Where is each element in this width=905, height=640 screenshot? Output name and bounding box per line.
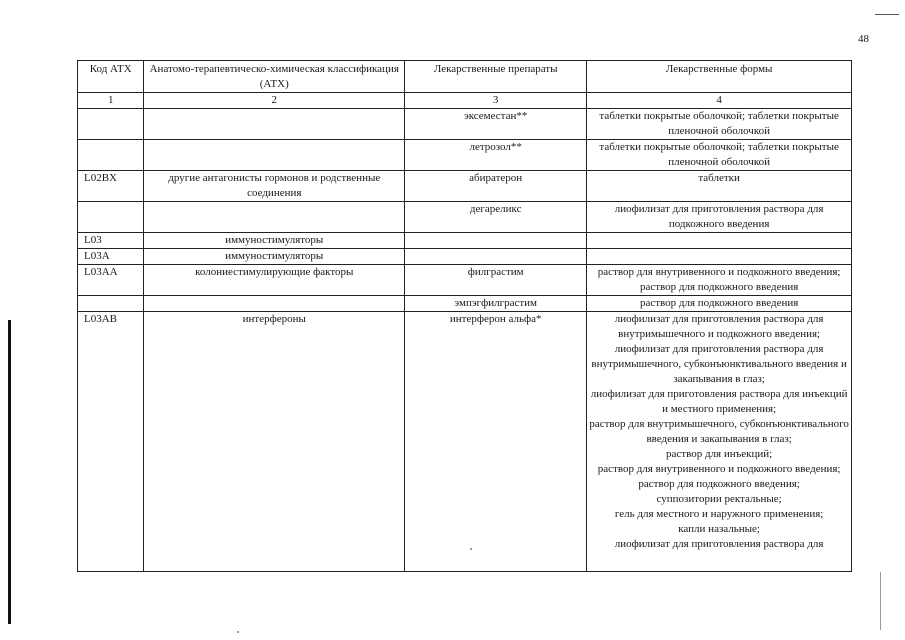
scan-dot-artifact [470, 548, 472, 550]
table-row [78, 312, 852, 572]
atc-classification [144, 140, 405, 171]
column-number-row [78, 93, 852, 109]
atc-classification: другие антагонисты гормонов и родственные соединения [144, 171, 405, 202]
scan-artifact-right [880, 572, 881, 630]
drug-name: дегареликс [405, 202, 587, 233]
dosage-forms: лиофилизат для приготовления раствора для подкожного введения [587, 202, 852, 233]
column-number: 2 [144, 93, 405, 109]
atc-classification [144, 296, 405, 312]
drug-name: эмпэгфилграстим [405, 296, 587, 312]
drug-name: эксеместан** [405, 109, 587, 140]
drug-name [405, 233, 587, 249]
dosage-forms: таблетки покрытые оболочкой; таблетки покрытые пленочной оболочкой [587, 109, 852, 140]
dosage-forms: раствор для внутривенного и подкожного введения; раствор для подкожного введения [587, 265, 852, 296]
table-row [78, 171, 852, 202]
table-row [78, 109, 852, 140]
atc-classification [144, 109, 405, 140]
atc-code [78, 202, 144, 233]
column-number: 1 [78, 93, 144, 109]
atc-classification: колониестимулирующие факторы [144, 265, 405, 296]
atc-classification: интерфероны [144, 312, 405, 572]
drug-classification-table [77, 60, 852, 572]
header-forms: Лекарственные формы [587, 61, 852, 93]
atc-code [78, 296, 144, 312]
column-number: 4 [587, 93, 852, 109]
atc-code: L03 [78, 233, 144, 249]
atc-classification [144, 202, 405, 233]
header-classification: Анатомо-терапевтическо-химическая классификация (АТХ) [144, 61, 405, 93]
drug-name: интерферон альфа* [405, 312, 587, 572]
table-row [78, 140, 852, 171]
drug-name: филграстим [405, 265, 587, 296]
column-number: 3 [405, 93, 587, 109]
table-header-row [78, 61, 852, 93]
table-row [78, 233, 852, 249]
table-row [78, 296, 852, 312]
dosage-forms [587, 249, 852, 265]
dosage-forms: таблетки покрытые оболочкой; таблетки покрытые пленочной оболочкой [587, 140, 852, 171]
dosage-forms [587, 233, 852, 249]
table-row [78, 265, 852, 296]
dosage-forms: раствор для подкожного введения [587, 296, 852, 312]
dosage-forms: лиофилизат для приготовления раствора для внутримышечного и подкожного введения; лиофилизат для приготовления раствора для внутримышечного, субконъюнктивального введения и закапывания в глаз; лиофилизат для приготовления раствора для инъекций и местного применения; раствор для внутримышечного, субконъюнктивального введения и закапывания в глаз; раствор для инъекций; раствор для внутривенного и подкожного введения; раствор для подкожного введения; суппозитории ректальные; гель для местного и наружного применения; капли назальные; лиофилизат для приготовления раствора для [587, 312, 852, 572]
atc-code [78, 109, 144, 140]
atc-code [78, 140, 144, 171]
atc-code: L03A [78, 249, 144, 265]
dosage-forms: таблетки [587, 171, 852, 202]
drug-name: летрозол** [405, 140, 587, 171]
atc-code: L03AA [78, 265, 144, 296]
page-number: 48 [858, 33, 869, 45]
drug-name [405, 249, 587, 265]
atc-code: L02BX [78, 171, 144, 202]
atc-classification: иммуностимуляторы [144, 249, 405, 265]
header-drugs: Лекарственные препараты [405, 61, 587, 93]
atc-classification: иммуностимуляторы [144, 233, 405, 249]
table-row [78, 249, 852, 265]
drug-name: абиратерон [405, 171, 587, 202]
scan-edge-artifact [8, 320, 11, 624]
header-code: Код АТХ [78, 61, 144, 93]
scan-dot-artifact [237, 631, 239, 633]
atc-code: L03AB [78, 312, 144, 572]
table-row [78, 202, 852, 233]
scan-artifact-top [875, 14, 899, 15]
